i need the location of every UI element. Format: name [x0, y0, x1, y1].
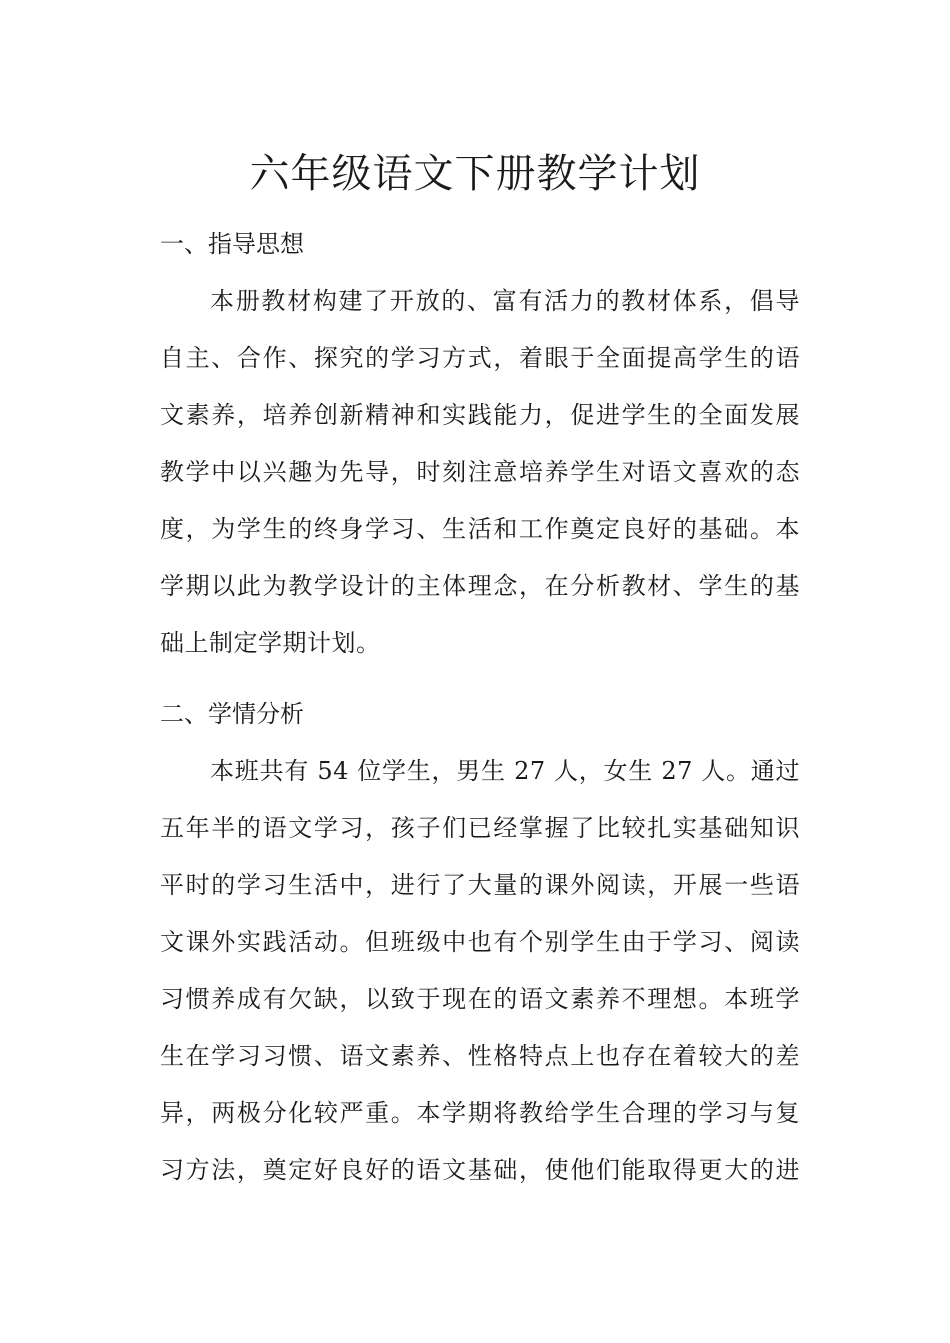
paragraph-line: 础上制定学期计划。	[160, 629, 381, 657]
paragraph-line: 教学中以兴趣为先导，时刻注意培养学生对语文喜欢的态	[160, 458, 800, 486]
paragraph-line: 生在学习习惯、语文素养、性格特点上也存在着较大的差	[160, 1042, 800, 1070]
section-heading-guiding-ideology: 一、指导思想	[160, 230, 304, 258]
paragraph-line: 平时的学习生活中，进行了大量的课外阅读，开展一些语	[160, 871, 800, 899]
paragraph-line: 本册教材构建了开放的、富有活力的教材体系，倡导	[210, 287, 800, 315]
paragraph-line: 习方法，奠定好良好的语文基础，使他们能取得更大的进	[160, 1156, 800, 1184]
paragraph-line: 文课外实践活动。但班级中也有个别学生由于学习、阅读	[160, 928, 800, 956]
section-heading-learning-analysis: 二、学情分析	[160, 700, 304, 728]
paragraph-line: 度，为学生的终身学习、生活和工作奠定良好的基础。本	[160, 515, 800, 543]
paragraph-line: 五年半的语文学习，孩子们已经掌握了比较扎实基础知识	[160, 814, 800, 842]
paragraph-line: 异，两极分化较严重。本学期将教给学生合理的学习与复	[160, 1099, 800, 1127]
document-title: 六年级语文下册教学计划	[249, 151, 701, 197]
paragraph-line: 学期以此为教学设计的主体理念，在分析教材、学生的基	[160, 572, 800, 600]
paragraph-line: 本班共有 54 位学生，男生 27 人，女生 27 人。通过	[210, 757, 800, 785]
paragraph-line: 自主、合作、探究的学习方式，着眼于全面提高学生的语	[160, 344, 800, 372]
paragraph-line: 习惯养成有欠缺，以致于现在的语文素养不理想。本班学	[160, 985, 800, 1013]
paragraph-line: 文素养，培养创新精神和实践能力，促进学生的全面发展	[160, 401, 800, 429]
